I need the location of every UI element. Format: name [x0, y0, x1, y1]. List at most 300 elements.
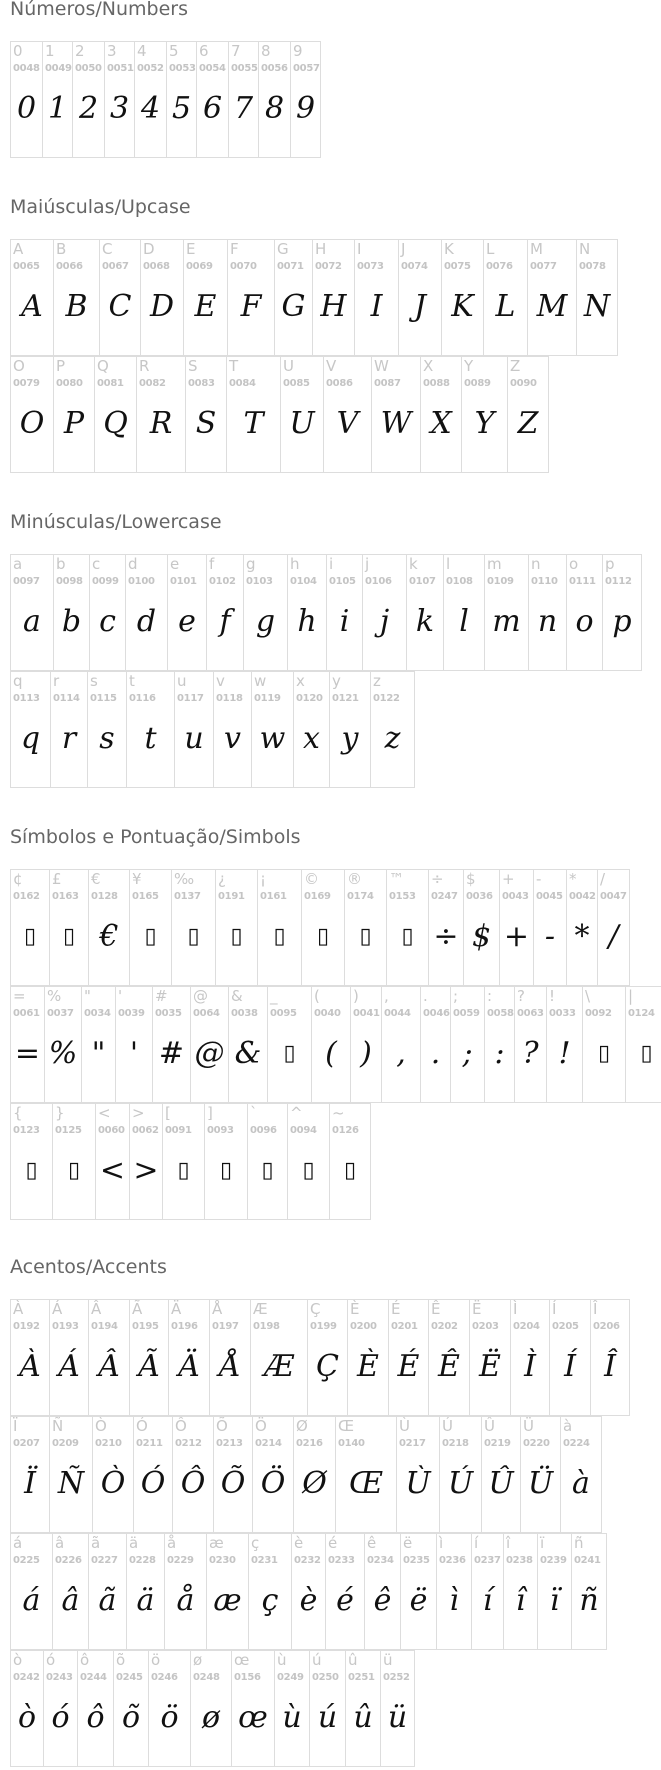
glyph-sample: Æ — [263, 1349, 295, 1384]
character-label: j — [365, 555, 370, 573]
character-label: ‰ — [174, 870, 195, 888]
character-label: D — [143, 240, 155, 258]
character-label: b — [56, 555, 66, 573]
character-label: Å — [212, 1300, 223, 1318]
character-label: ä — [129, 1534, 139, 1552]
character-label: À — [13, 1300, 24, 1318]
character-label: í — [474, 1534, 479, 1552]
glyph-cell — [10, 356, 54, 473]
glyph-cell — [44, 986, 82, 1103]
glyph-cell — [167, 554, 207, 671]
missing-glyph-box: ▯ — [343, 1158, 357, 1183]
character-code: 0053 — [169, 63, 196, 74]
character-code: 0088 — [423, 378, 450, 389]
character-label: | — [628, 987, 634, 1005]
glyph-cell — [129, 1103, 163, 1220]
glyph-cell — [326, 554, 363, 671]
glyph-sample: ) — [360, 1036, 372, 1071]
glyph-cell — [625, 986, 661, 1103]
glyph-sample: Å — [219, 1349, 241, 1384]
glyph-row — [10, 1103, 370, 1220]
character-code: 0236 — [439, 1555, 466, 1566]
character-code: 0089 — [464, 378, 491, 389]
character-label: _ — [270, 987, 278, 1005]
glyph-cell — [396, 1416, 440, 1533]
character-code: 0098 — [56, 576, 83, 587]
glyph-row — [10, 986, 661, 1103]
glyph-cell — [247, 1103, 288, 1220]
character-label: ó — [46, 1651, 56, 1669]
character-label: = — [13, 987, 26, 1005]
character-code: 0193 — [52, 1321, 79, 1332]
character-label: I — [357, 240, 362, 258]
character-code: 0249 — [277, 1672, 304, 1683]
glyph-cell — [483, 239, 528, 356]
character-label: æ — [209, 1534, 224, 1552]
glyph-cell — [428, 1299, 470, 1416]
character-code: 0202 — [431, 1321, 458, 1332]
character-code: 0074 — [401, 261, 428, 272]
character-code: 0044 — [384, 1008, 411, 1019]
character-label: 5 — [169, 42, 179, 60]
character-code: 0102 — [209, 576, 236, 587]
character-label: J — [401, 240, 406, 258]
glyph-sample: ë — [409, 1583, 428, 1618]
character-code: 0071 — [277, 261, 304, 272]
character-code: 0082 — [139, 378, 166, 389]
character-label: 0 — [13, 42, 23, 60]
glyph-sample: 1 — [47, 91, 68, 126]
character-label: ® — [347, 870, 362, 888]
character-code: 0111 — [569, 576, 596, 587]
character-label: K — [444, 240, 454, 258]
glyph-sample: z — [384, 721, 401, 756]
glyph-sample: ï — [549, 1583, 560, 1618]
glyph-cell — [133, 1416, 173, 1533]
glyph-sample: ! — [558, 1036, 571, 1071]
character-code: 0063 — [517, 1008, 544, 1019]
character-label: ò — [13, 1651, 23, 1669]
glyph-cell — [381, 986, 421, 1103]
glyph-cell — [10, 1533, 53, 1650]
glyph-cell — [274, 239, 313, 356]
glyph-cell — [206, 554, 244, 671]
glyph-sample: Z — [517, 406, 539, 441]
character-label: Ê — [431, 1300, 441, 1318]
character-label: B — [56, 240, 67, 258]
character-label: c — [92, 555, 101, 573]
glyph-cell — [301, 869, 345, 986]
glyph-cell — [125, 554, 168, 671]
glyph-sample: õ — [121, 1700, 141, 1735]
character-label: ú — [312, 1651, 322, 1669]
character-code: 0052 — [137, 63, 164, 74]
glyph-cell — [88, 869, 130, 986]
glyph-sample: Ñ — [57, 1466, 85, 1501]
character-code: 0048 — [13, 63, 40, 74]
character-code: 0099 — [92, 576, 119, 587]
glyph-cell — [204, 1103, 248, 1220]
glyph-row — [10, 1299, 629, 1416]
glyph-cell — [215, 869, 258, 986]
character-label: " — [84, 987, 91, 1005]
character-code: 0065 — [13, 261, 40, 272]
glyph-cell — [10, 41, 43, 158]
glyph-cell — [274, 1650, 310, 1767]
glyph-cell — [507, 356, 549, 473]
character-label: ü — [383, 1651, 393, 1669]
character-code: 0121 — [332, 693, 359, 704]
character-label: à — [563, 1417, 573, 1435]
character-code: 0163 — [52, 891, 79, 902]
character-label: z — [373, 672, 381, 690]
glyph-sample: E — [194, 289, 217, 324]
glyph-row — [10, 41, 320, 158]
glyph-sample: r — [61, 721, 77, 756]
character-label: i — [329, 555, 334, 573]
character-code: 0205 — [552, 1321, 579, 1332]
glyph-cell — [287, 554, 327, 671]
glyph-cell — [527, 239, 577, 356]
glyph-cell — [92, 1416, 134, 1533]
glyph-sample: Ù — [405, 1466, 431, 1501]
character-code: 0092 — [585, 1008, 612, 1019]
character-code: 0220 — [523, 1438, 550, 1449]
character-label: Õ — [216, 1417, 228, 1435]
glyph-sample: $ — [471, 919, 492, 954]
character-code: 0067 — [102, 261, 129, 272]
character-code: 0096 — [250, 1125, 277, 1136]
character-code: 0033 — [549, 1008, 576, 1019]
glyph-sample: # — [158, 1036, 185, 1071]
glyph-sample: Ú — [447, 1466, 474, 1501]
glyph-sample: * — [574, 919, 590, 954]
glyph-sample: c — [99, 604, 116, 639]
character-code: 0216 — [296, 1438, 323, 1449]
character-code: 0122 — [373, 693, 400, 704]
glyph-sample: Ö — [260, 1466, 286, 1501]
character-code: 0062 — [132, 1125, 159, 1136]
glyph-cell — [484, 986, 515, 1103]
glyph-sample: b — [61, 604, 82, 639]
glyph-cell — [113, 1650, 149, 1767]
character-code: 0040 — [314, 1008, 341, 1019]
character-label: O — [13, 357, 25, 375]
glyph-cell — [172, 1416, 214, 1533]
glyph-cell — [510, 1299, 550, 1416]
glyph-cell — [53, 239, 100, 356]
character-label: h — [290, 555, 300, 573]
glyph-sample: È — [357, 1349, 379, 1384]
character-label: < — [98, 1104, 111, 1122]
character-label: ~ — [332, 1104, 345, 1122]
character-code: 0064 — [193, 1008, 220, 1019]
glyph-sample: - — [544, 919, 556, 954]
glyph-row — [10, 671, 414, 788]
character-code: 0086 — [326, 378, 353, 389]
character-code: 0085 — [283, 378, 310, 389]
glyph-sample: V — [336, 406, 359, 441]
glyph-cell — [251, 671, 294, 788]
glyph-sample: ; — [462, 1036, 473, 1071]
glyph-cell — [43, 1650, 78, 1767]
character-label: ( — [314, 987, 320, 1005]
glyph-cell — [329, 1103, 371, 1220]
character-code: 0057 — [293, 63, 320, 74]
glyph-cell — [95, 1103, 130, 1220]
glyph-cell — [162, 1103, 205, 1220]
glyph-sample: : — [494, 1036, 505, 1071]
character-label: ¥ — [132, 870, 142, 888]
glyph-cell — [81, 986, 116, 1103]
glyph-cell — [89, 554, 126, 671]
glyph-cell — [87, 671, 127, 788]
glyph-sample: å — [176, 1583, 195, 1618]
glyph-cell — [335, 1416, 397, 1533]
glyph-cell — [10, 1299, 50, 1416]
character-label: 9 — [293, 42, 303, 60]
character-code: 0239 — [540, 1555, 567, 1566]
character-code: 0068 — [143, 261, 170, 272]
character-code: 0211 — [136, 1438, 163, 1449]
glyph-cell — [461, 356, 508, 473]
glyph-cell — [287, 1103, 330, 1220]
character-label: u — [177, 672, 187, 690]
character-label: > — [132, 1104, 145, 1122]
character-label: r — [53, 672, 60, 690]
character-code: 0125 — [55, 1125, 82, 1136]
section-heading: Números/Numbers — [10, 0, 188, 20]
glyph-cell — [290, 41, 321, 158]
glyph-sample: Ê — [438, 1349, 460, 1384]
glyph-cell — [42, 41, 73, 158]
character-code: 0043 — [502, 891, 529, 902]
glyph-cell — [597, 869, 630, 986]
glyph-sample: ? — [522, 1036, 539, 1071]
character-label: 2 — [75, 42, 85, 60]
glyph-cell — [323, 356, 372, 473]
glyph-sample: K — [451, 289, 474, 324]
character-code: 0073 — [357, 261, 384, 272]
character-code: 0232 — [294, 1555, 321, 1566]
glyph-row — [10, 356, 548, 473]
character-label: Œ — [338, 1417, 355, 1435]
glyph-cell — [248, 1533, 292, 1650]
glyph-cell — [148, 1650, 191, 1767]
glyph-cell — [258, 41, 291, 158]
character-code: 0212 — [175, 1438, 202, 1449]
missing-glyph-box: ▯ — [187, 924, 200, 949]
character-label: ø — [193, 1651, 203, 1669]
character-code: 0105 — [329, 576, 356, 587]
character-code: 0051 — [107, 63, 134, 74]
character-code: 0056 — [261, 63, 288, 74]
glyph-cell — [227, 239, 275, 356]
character-label: E — [186, 240, 196, 258]
glyph-cell — [576, 239, 618, 356]
glyph-cell — [10, 1103, 53, 1220]
glyph-cell — [537, 1533, 572, 1650]
glyph-sample: Œ — [348, 1466, 384, 1501]
glyph-cell — [347, 1299, 389, 1416]
character-label: * — [569, 870, 577, 888]
glyph-sample: ò — [17, 1700, 37, 1735]
glyph-cell — [94, 356, 137, 473]
glyph-cell — [291, 1533, 326, 1650]
character-label: û — [348, 1651, 358, 1669]
glyph-cell — [49, 1299, 89, 1416]
character-code: 0192 — [13, 1321, 40, 1332]
character-code: 0104 — [290, 576, 317, 587]
character-label: p — [605, 555, 615, 573]
glyph-sample: Q — [103, 406, 128, 441]
glyph-cell — [10, 986, 45, 1103]
missing-glyph-box: ▯ — [302, 1158, 315, 1183]
glyph-cell — [386, 869, 429, 986]
missing-glyph-box: ▯ — [283, 1041, 296, 1066]
glyph-cell — [481, 1416, 521, 1533]
character-code: 0094 — [290, 1125, 317, 1136]
character-code: 0047 — [600, 891, 627, 902]
glyph-sample: T — [243, 406, 264, 441]
glyph-cell — [307, 1299, 348, 1416]
character-label: Ã — [132, 1300, 143, 1318]
glyph-cell — [450, 986, 485, 1103]
glyph-sample: Á — [58, 1349, 80, 1384]
character-label: { — [13, 1104, 23, 1122]
glyph-cell — [406, 554, 444, 671]
glyph-cell — [10, 554, 54, 671]
glyph-cell — [185, 356, 227, 473]
character-code: 0251 — [348, 1672, 375, 1683]
glyph-cell — [136, 356, 186, 473]
character-code: 0243 — [46, 1672, 73, 1683]
missing-glyph-box: ▯ — [62, 924, 76, 949]
character-label: ô — [80, 1651, 90, 1669]
glyph-sample: f — [219, 604, 231, 639]
character-code: 0245 — [116, 1672, 143, 1683]
character-code: 0084 — [229, 378, 256, 389]
glyph-sample: u — [184, 721, 204, 756]
character-code: 0241 — [574, 1555, 601, 1566]
glyph-sample: D — [149, 289, 175, 324]
glyph-cell — [99, 239, 141, 356]
character-label: L — [486, 240, 495, 258]
character-label: ™ — [389, 870, 404, 888]
glyph-cell — [439, 1416, 482, 1533]
character-code: 0230 — [209, 1555, 236, 1566]
glyph-sample: 3 — [109, 91, 130, 126]
glyph-cell — [50, 671, 88, 788]
character-code: 0242 — [13, 1672, 40, 1683]
character-code: 0042 — [569, 891, 596, 902]
glyph-sample: è — [299, 1583, 318, 1618]
character-code: 0165 — [132, 891, 159, 902]
glyph-cell — [309, 1650, 346, 1767]
glyph-sample: Y — [474, 406, 495, 441]
character-label: Ô — [175, 1417, 187, 1435]
glyph-row — [10, 1650, 414, 1767]
glyph-cell — [10, 239, 54, 356]
glyph-cell — [503, 1533, 538, 1650]
character-code: 0156 — [234, 1672, 261, 1683]
glyph-sample: î — [515, 1583, 526, 1618]
character-label: ? — [517, 987, 525, 1005]
glyph-sample: ü — [387, 1700, 408, 1735]
character-label: € — [91, 870, 101, 888]
glyph-cell — [52, 1533, 89, 1650]
glyph-sample: I — [370, 289, 383, 324]
character-label: Î — [593, 1300, 598, 1318]
section-heading: Minúsculas/Lowercase — [10, 511, 222, 533]
character-label: 4 — [137, 42, 147, 60]
character-label: î — [506, 1534, 511, 1552]
character-label: H — [315, 240, 327, 258]
character-code: 0103 — [246, 576, 273, 587]
glyph-cell — [72, 41, 105, 158]
glyph-sample: " — [91, 1036, 106, 1071]
glyph-cell — [582, 986, 626, 1103]
glyph-sample: O — [19, 406, 45, 441]
character-label: â — [55, 1534, 65, 1552]
character-code: 0197 — [212, 1321, 239, 1332]
character-code: 0227 — [91, 1555, 118, 1566]
character-label: Ä — [171, 1300, 182, 1318]
glyph-sample: N — [583, 289, 611, 324]
character-code: 0224 — [563, 1438, 590, 1449]
glyph-row — [10, 1416, 601, 1533]
character-label: ; — [453, 987, 459, 1005]
character-code: 0235 — [403, 1555, 430, 1566]
character-label: Ñ — [52, 1417, 64, 1435]
character-code: 0118 — [216, 693, 243, 704]
character-code: 0115 — [90, 693, 117, 704]
missing-glyph-box: ▯ — [144, 924, 157, 949]
glyph-cell — [371, 356, 421, 473]
glyph-cell — [533, 869, 567, 986]
glyph-sample: 4 — [140, 91, 161, 126]
glyph-sample: ó — [51, 1700, 70, 1735]
glyph-cell — [174, 671, 214, 788]
character-code: 0200 — [350, 1321, 377, 1332]
glyph-sample: ô — [86, 1700, 105, 1735]
character-code: 0069 — [186, 261, 213, 272]
character-code: 0035 — [155, 1008, 182, 1019]
glyph-cell — [152, 986, 191, 1103]
glyph-sample: É — [397, 1349, 420, 1384]
missing-glyph-box: ▯ — [359, 924, 372, 949]
character-code: 0250 — [312, 1672, 339, 1683]
glyph-sample: h — [297, 604, 317, 639]
character-label: ù — [277, 1651, 287, 1669]
glyph-sample: x — [303, 721, 320, 756]
character-label: á — [13, 1534, 23, 1552]
glyph-cell — [134, 41, 167, 158]
character-code: 0248 — [193, 1672, 220, 1683]
character-code: 0225 — [13, 1555, 40, 1566]
glyph-sample: æ — [213, 1583, 242, 1618]
glyph-cell — [10, 1416, 50, 1533]
glyph-sample: e — [178, 604, 196, 639]
glyph-cell — [549, 1299, 591, 1416]
glyph-sample: Í — [564, 1349, 576, 1384]
glyph-cell — [115, 986, 153, 1103]
glyph-cell — [441, 239, 484, 356]
glyph-sample: J — [413, 289, 427, 324]
glyph-sample: Ï — [24, 1466, 36, 1501]
glyph-cell — [514, 986, 547, 1103]
glyph-cell — [213, 1416, 253, 1533]
